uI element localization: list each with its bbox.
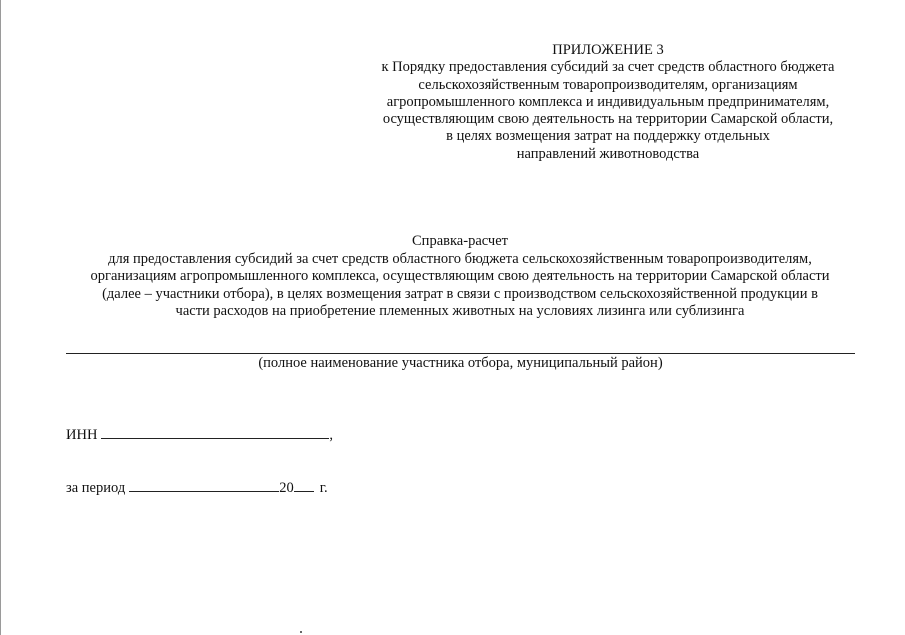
- document-title: Справка-расчет: [412, 233, 508, 249]
- inn-field[interactable]: [101, 425, 329, 439]
- year-prefix: 20: [279, 480, 294, 496]
- document-subtitle-line: организациям агропромышленного комплекса, осуществляющим свою деятельность на территории Самарской области: [90, 268, 830, 285]
- document-subtitle-line: (далее – участники отбора), в целях возмещения затрат в связи с производством сельскохозяйственной продукции в: [102, 285, 818, 302]
- period-label: за период: [66, 480, 126, 496]
- appendix-line: к Порядку предоставления субсидий за счет средств областного бюджета: [381, 59, 835, 76]
- document-title-block: [30, 233, 890, 321]
- inn-suffix: ,: [329, 427, 334, 443]
- document-subtitle-line: для предоставления субсидий за счет средств областного бюджета сельскохозяйственным товаропроизводителям,: [108, 250, 812, 267]
- participant-name-caption: (полное наименование участника отбора, муниципальный район): [258, 355, 663, 371]
- year-field[interactable]: [294, 478, 314, 492]
- appendix-line: направлений животноводства: [516, 145, 700, 162]
- period-field[interactable]: [129, 478, 279, 492]
- scan-artifact: [300, 631, 302, 633]
- appendix-line: в целях возмещения затрат на поддержку отдельных: [446, 128, 770, 145]
- inn-row: [66, 425, 333, 444]
- inn-label: ИНН: [66, 427, 98, 443]
- appendix-header: [360, 42, 856, 163]
- appendix-line: осуществляющим свою деятельность на территории Самарской области,: [382, 111, 834, 128]
- period-row: [66, 478, 328, 497]
- participant-name-field[interactable]: [66, 353, 855, 354]
- appendix-line: агропромышленного комплекса и индивидуальным предпринимателям,: [386, 93, 830, 110]
- appendix-line: сельскохозяйственным товаропроизводителям, организациям: [418, 76, 798, 93]
- year-suffix: г.: [319, 480, 328, 496]
- document-subtitle-line: части расходов на приобретение племенных животных на условиях лизинга или сублизинга: [175, 303, 745, 320]
- appendix-title: ПРИЛОЖЕНИЕ 3: [552, 42, 664, 58]
- scan-left-edge: [0, 0, 1, 635]
